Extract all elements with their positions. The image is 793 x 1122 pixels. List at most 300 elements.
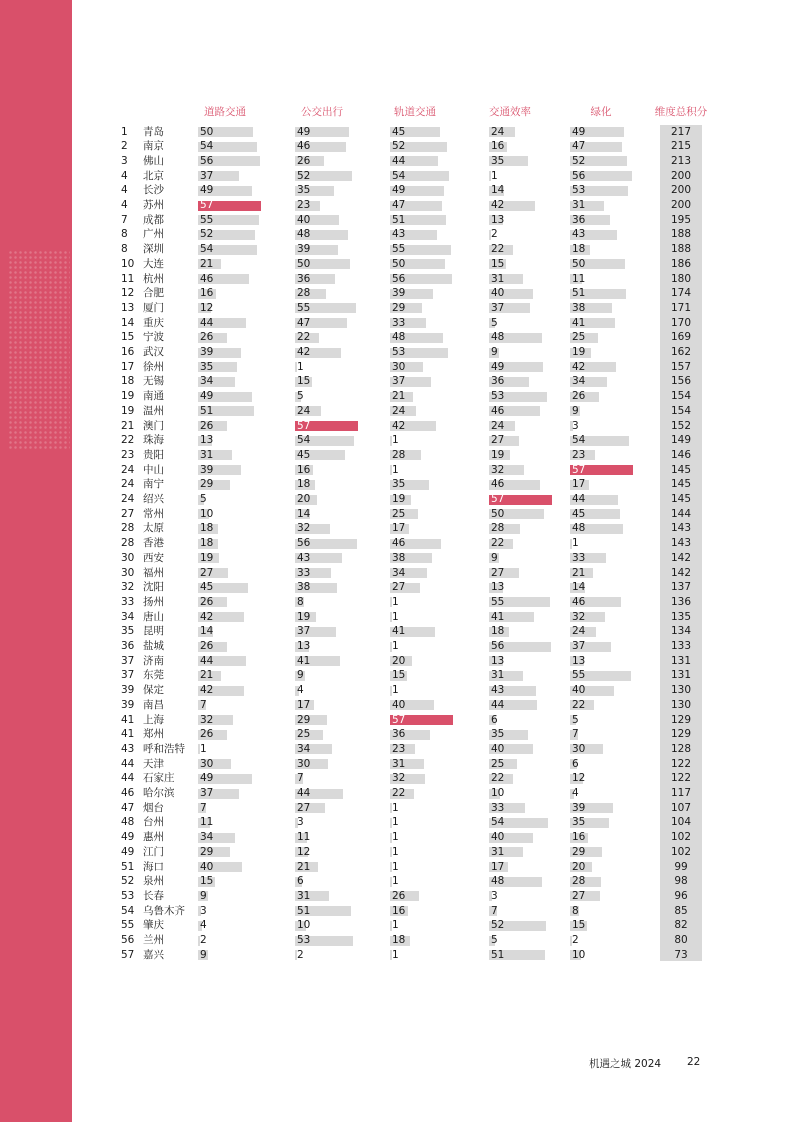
city-cell: 惠州 [143, 831, 164, 844]
city-cell: 深圳 [143, 243, 164, 256]
city-cell: 常州 [143, 507, 164, 520]
city-cell: 江门 [143, 845, 164, 858]
rank-cell: 17 [121, 360, 135, 373]
city-cell: 太原 [143, 522, 164, 535]
rank-cell: 24 [121, 493, 135, 505]
bus-score-label: 33 [297, 566, 311, 579]
efficiency-score-label: 1 [491, 169, 498, 182]
table-row [0, 536, 793, 551]
road-score-label: 5 [200, 493, 207, 505]
footer-title: 机遇之城 2024 [589, 1058, 662, 1070]
total-score-cell: 174 [670, 287, 692, 300]
bus-score-label: 56 [297, 537, 311, 550]
road-score-label: 26 [200, 419, 214, 432]
rail-score-label: 20 [392, 654, 406, 667]
city-cell: 唐山 [143, 610, 164, 623]
rank-cell: 34 [121, 610, 135, 623]
road-score-label: 50 [200, 125, 214, 138]
rank-cell: 43 [121, 742, 135, 755]
green-score-label: 56 [572, 169, 586, 182]
road-score-label: 4 [200, 919, 207, 932]
city-cell: 武汉 [143, 346, 164, 358]
city-cell: 天津 [143, 757, 164, 770]
road-score-label: 54 [200, 140, 214, 153]
header-road: 道路交通 [204, 106, 246, 118]
bus-score-label: 5 [297, 390, 304, 403]
efficiency-score-label: 36 [491, 375, 505, 388]
efficiency-score-label: 35 [491, 154, 505, 167]
bus-score-label: 34 [297, 742, 311, 755]
green-score-label: 25 [572, 331, 586, 344]
bus-score-label: 52 [297, 169, 311, 182]
road-score-label: 26 [200, 595, 214, 608]
green-score-label: 9 [572, 404, 579, 417]
bus-score-label: 43 [297, 551, 311, 564]
city-cell: 中山 [143, 463, 164, 476]
efficiency-score-label: 27 [491, 566, 505, 579]
green-score-label: 18 [572, 243, 586, 256]
road-score-label: 16 [200, 287, 214, 300]
table-row [0, 183, 793, 198]
rank-cell: 1 [121, 125, 128, 138]
efficiency-score-label: 31 [491, 845, 505, 858]
table-row [0, 933, 793, 948]
efficiency-score-label: 9 [491, 346, 498, 358]
rail-score-label: 17 [392, 522, 406, 535]
rank-cell: 41 [121, 713, 135, 726]
rail-score-label: 1 [392, 463, 399, 476]
road-score-label: 7 [200, 801, 207, 814]
bus-score-label: 10 [297, 919, 311, 932]
rank-cell: 32 [121, 581, 135, 594]
bus-score-label: 39 [297, 243, 311, 256]
green-score-label: 52 [572, 154, 586, 167]
table-row [0, 521, 793, 536]
rank-cell: 3 [121, 154, 128, 167]
rail-score-label: 1 [392, 948, 399, 961]
efficiency-score-label: 31 [491, 669, 505, 682]
table-row [0, 286, 793, 301]
road-score-label: 7 [200, 698, 207, 711]
rail-score-label: 39 [392, 287, 406, 300]
bus-score-label: 19 [297, 610, 311, 623]
green-score-label: 47 [572, 140, 586, 153]
rank-cell: 52 [121, 875, 135, 888]
total-score-cell: 200 [670, 199, 692, 211]
rank-cell: 28 [121, 537, 135, 550]
table-row [0, 771, 793, 786]
total-score-cell: 143 [670, 522, 692, 535]
rail-score-label: 22 [392, 787, 406, 799]
bus-score-label: 54 [297, 434, 311, 447]
rail-score-label: 1 [392, 919, 399, 932]
rank-cell: 47 [121, 801, 135, 814]
table-row [0, 404, 793, 419]
table-row [0, 610, 793, 625]
rail-score-label: 34 [392, 566, 406, 579]
city-cell: 成都 [143, 213, 164, 226]
green-score-label: 38 [572, 301, 586, 314]
green-score-label: 33 [572, 551, 586, 564]
road-score-label: 51 [200, 404, 214, 417]
efficiency-score-label: 17 [491, 860, 505, 873]
road-score-label: 35 [200, 360, 214, 373]
efficiency-score-label: 51 [491, 948, 505, 961]
table-row [0, 860, 793, 875]
rail-score-label: 54 [392, 169, 406, 182]
city-cell: 南宁 [143, 478, 164, 491]
bus-score-label: 36 [297, 272, 311, 285]
rail-score-label: 47 [392, 199, 406, 211]
total-score-cell: 85 [674, 904, 688, 917]
rail-score-label: 1 [392, 640, 399, 652]
city-cell: 宁波 [143, 331, 164, 344]
road-score-label: 13 [200, 434, 214, 447]
header-total: 维度总积分 [654, 106, 708, 118]
bus-score-label: 11 [297, 831, 311, 844]
green-score-label: 41 [572, 316, 586, 329]
rail-score-label: 1 [392, 434, 399, 447]
green-score-label: 45 [572, 507, 586, 520]
bus-score-label: 23 [297, 199, 311, 211]
table-row [0, 169, 793, 184]
bus-score-label: 12 [297, 845, 311, 858]
bus-score-label: 1 [297, 360, 304, 373]
rail-score-label: 33 [392, 316, 406, 329]
city-cell: 绍兴 [143, 493, 164, 505]
efficiency-score-label: 10 [491, 787, 505, 799]
green-score-label: 31 [572, 199, 586, 211]
total-score-cell: 142 [670, 566, 692, 579]
road-score-label: 12 [200, 301, 214, 314]
total-score-cell: 145 [670, 478, 692, 491]
rank-cell: 11 [121, 272, 135, 285]
total-score-cell: 128 [670, 742, 692, 755]
road-score-label: 37 [200, 787, 214, 799]
total-score-cell: 180 [670, 272, 692, 285]
city-cell: 澳门 [143, 419, 164, 432]
bus-score-label: 17 [297, 698, 311, 711]
bus-score-label: 49 [297, 125, 311, 138]
road-score-label: 49 [200, 390, 214, 403]
green-score-label: 51 [572, 287, 586, 300]
rank-cell: 22 [121, 434, 135, 447]
efficiency-score-label: 40 [491, 831, 505, 844]
city-cell: 无锡 [143, 375, 164, 388]
road-score-label: 34 [200, 375, 214, 388]
total-score-cell: 157 [670, 360, 692, 373]
rail-score-label: 37 [392, 375, 406, 388]
bus-score-label: 57 [297, 419, 311, 432]
total-score-cell: 129 [670, 713, 692, 726]
rank-cell: 53 [121, 889, 135, 902]
rank-cell: 8 [121, 243, 128, 256]
total-score-cell: 145 [670, 463, 692, 476]
rail-score-label: 25 [392, 507, 406, 520]
road-score-label: 26 [200, 331, 214, 344]
table-row [0, 154, 793, 169]
rank-cell: 24 [121, 463, 135, 476]
table-row [0, 507, 793, 522]
road-score-label: 18 [200, 537, 214, 550]
table-row [0, 213, 793, 228]
green-score-label: 40 [572, 684, 586, 697]
total-score-cell: 137 [670, 581, 692, 594]
green-score-label: 35 [572, 816, 586, 829]
table-row [0, 272, 793, 287]
table-row [0, 419, 793, 434]
city-cell: 大连 [143, 257, 164, 270]
rail-score-label: 16 [392, 904, 406, 917]
efficiency-score-label: 5 [491, 934, 498, 946]
table-row [0, 242, 793, 257]
rail-score-label: 1 [392, 801, 399, 814]
city-cell: 济南 [143, 654, 164, 667]
green-score-label: 28 [572, 875, 586, 888]
rail-score-label: 1 [392, 831, 399, 844]
city-cell: 郑州 [143, 728, 164, 741]
efficiency-score-label: 40 [491, 287, 505, 300]
rank-cell: 57 [121, 948, 135, 961]
total-score-cell: 102 [670, 831, 692, 844]
total-score-cell: 122 [670, 772, 692, 785]
green-score-label: 53 [572, 184, 586, 197]
bus-score-label: 27 [297, 801, 311, 814]
city-cell: 合肥 [143, 287, 164, 300]
city-cell: 温州 [143, 404, 164, 417]
table-row [0, 301, 793, 316]
green-score-label: 30 [572, 742, 586, 755]
table-row [0, 889, 793, 904]
city-cell: 长沙 [143, 184, 164, 197]
total-score-cell: 131 [670, 654, 692, 667]
efficiency-score-label: 56 [491, 640, 505, 652]
total-score-cell: 134 [670, 625, 692, 638]
rank-cell: 51 [121, 860, 135, 873]
total-score-cell: 169 [670, 331, 692, 344]
rail-score-label: 30 [392, 360, 406, 373]
table-row [0, 668, 793, 683]
rail-score-label: 32 [392, 772, 406, 785]
total-score-cell: 73 [674, 948, 688, 961]
city-cell: 呼和浩特 [143, 742, 185, 755]
rail-score-label: 1 [392, 595, 399, 608]
green-score-label: 36 [572, 213, 586, 226]
road-score-label: 37 [200, 169, 214, 182]
bus-score-label: 35 [297, 184, 311, 197]
bus-score-label: 21 [297, 860, 311, 873]
green-score-label: 22 [572, 698, 586, 711]
bus-score-label: 28 [297, 287, 311, 300]
green-score-label: 4 [572, 787, 579, 799]
table-row [0, 948, 793, 963]
road-score-label: 9 [200, 948, 207, 961]
green-score-label: 11 [572, 272, 586, 285]
rail-score-label: 41 [392, 625, 406, 638]
header-efficiency: 交通效率 [489, 106, 531, 118]
city-cell: 沈阳 [143, 581, 164, 594]
rank-cell: 30 [121, 566, 135, 579]
bus-score-label: 44 [297, 787, 311, 799]
total-score-cell: 217 [670, 125, 692, 138]
rail-score-label: 18 [392, 934, 406, 946]
city-cell: 石家庄 [143, 772, 175, 785]
table-row [0, 566, 793, 581]
bus-score-label: 4 [297, 684, 304, 697]
green-score-label: 29 [572, 845, 586, 858]
road-score-label: 26 [200, 728, 214, 741]
road-score-label: 39 [200, 463, 214, 476]
rank-cell: 28 [121, 522, 135, 535]
total-score-cell: 130 [670, 684, 692, 697]
rail-score-label: 27 [392, 581, 406, 594]
efficiency-score-label: 13 [491, 581, 505, 594]
green-score-label: 27 [572, 889, 586, 902]
total-score-cell: 170 [670, 316, 692, 329]
rank-cell: 24 [121, 478, 135, 491]
bus-score-label: 45 [297, 448, 311, 461]
road-score-label: 49 [200, 772, 214, 785]
total-score-cell: 98 [674, 875, 688, 888]
bus-score-label: 31 [297, 889, 311, 902]
bus-score-label: 8 [297, 595, 304, 608]
green-score-label: 46 [572, 595, 586, 608]
table-row [0, 345, 793, 360]
efficiency-score-label: 15 [491, 257, 505, 270]
road-score-label: 10 [200, 507, 214, 520]
efficiency-score-label: 49 [491, 360, 505, 373]
efficiency-score-label: 52 [491, 919, 505, 932]
rail-score-label: 1 [392, 875, 399, 888]
rank-cell: 39 [121, 698, 135, 711]
rail-score-label: 23 [392, 742, 406, 755]
rail-score-label: 1 [392, 610, 399, 623]
rank-cell: 54 [121, 904, 135, 917]
efficiency-score-label: 40 [491, 742, 505, 755]
city-cell: 青岛 [143, 125, 164, 138]
rail-score-label: 15 [392, 669, 406, 682]
green-score-label: 10 [572, 948, 586, 961]
total-score-cell: 136 [670, 595, 692, 608]
rail-score-label: 51 [392, 213, 406, 226]
rank-cell: 19 [121, 390, 135, 403]
green-score-label: 7 [572, 728, 579, 741]
bus-score-label: 42 [297, 346, 311, 358]
efficiency-score-label: 25 [491, 757, 505, 770]
total-score-cell: 146 [670, 448, 692, 461]
table-row [0, 125, 793, 140]
city-cell: 长春 [143, 889, 164, 902]
bus-score-label: 6 [297, 875, 304, 888]
green-score-label: 24 [572, 625, 586, 638]
total-score-cell: 154 [670, 390, 692, 403]
road-score-label: 52 [200, 228, 214, 241]
bus-score-label: 46 [297, 140, 311, 153]
bus-score-label: 22 [297, 331, 311, 344]
efficiency-score-label: 6 [491, 713, 498, 726]
bus-score-label: 51 [297, 904, 311, 917]
efficiency-score-label: 13 [491, 213, 505, 226]
rank-cell: 4 [121, 184, 128, 197]
efficiency-score-label: 13 [491, 654, 505, 667]
road-score-label: 2 [200, 934, 207, 946]
green-score-label: 5 [572, 713, 579, 726]
road-score-label: 44 [200, 316, 214, 329]
efficiency-score-label: 7 [491, 904, 498, 917]
road-score-label: 32 [200, 713, 214, 726]
green-score-label: 8 [572, 904, 579, 917]
green-score-label: 44 [572, 493, 586, 505]
road-score-label: 29 [200, 845, 214, 858]
rail-score-label: 44 [392, 154, 406, 167]
total-score-cell: 80 [674, 934, 688, 946]
rank-cell: 21 [121, 419, 135, 432]
city-cell: 杭州 [143, 272, 164, 285]
green-score-label: 3 [572, 419, 579, 432]
road-score-label: 56 [200, 154, 214, 167]
city-cell: 肇庆 [143, 919, 164, 932]
table-row [0, 757, 793, 772]
city-cell: 嘉兴 [143, 948, 164, 961]
city-cell: 珠海 [143, 434, 164, 447]
city-cell: 南昌 [143, 698, 164, 711]
rank-cell: 18 [121, 375, 135, 388]
bus-score-label: 7 [297, 772, 304, 785]
total-score-cell: 215 [670, 140, 692, 153]
green-score-label: 14 [572, 581, 586, 594]
efficiency-score-label: 22 [491, 243, 505, 256]
bus-score-label: 29 [297, 713, 311, 726]
bus-score-label: 47 [297, 316, 311, 329]
rail-score-label: 48 [392, 331, 406, 344]
table-row [0, 139, 793, 154]
rank-cell: 41 [121, 728, 135, 741]
efficiency-score-label: 22 [491, 772, 505, 785]
efficiency-score-label: 14 [491, 184, 505, 197]
green-score-label: 23 [572, 448, 586, 461]
rail-score-label: 50 [392, 257, 406, 270]
road-score-label: 42 [200, 610, 214, 623]
road-score-label: 18 [200, 522, 214, 535]
road-score-label: 34 [200, 831, 214, 844]
table-row [0, 463, 793, 478]
table-row [0, 477, 793, 492]
rail-score-label: 46 [392, 537, 406, 550]
green-score-label: 32 [572, 610, 586, 623]
table-row [0, 389, 793, 404]
bus-score-label: 24 [297, 404, 311, 417]
green-score-label: 50 [572, 257, 586, 270]
city-cell: 盐城 [143, 640, 164, 652]
green-score-label: 39 [572, 801, 586, 814]
road-score-label: 21 [200, 669, 214, 682]
rail-score-label: 57 [392, 713, 406, 726]
rank-cell: 4 [121, 169, 128, 182]
road-score-label: 46 [200, 272, 214, 285]
efficiency-score-label: 35 [491, 728, 505, 741]
road-score-label: 30 [200, 757, 214, 770]
rank-cell: 56 [121, 934, 135, 946]
bus-score-label: 25 [297, 728, 311, 741]
rail-score-label: 19 [392, 493, 406, 505]
green-score-label: 57 [572, 463, 586, 476]
efficiency-score-label: 48 [491, 331, 505, 344]
city-cell: 广州 [143, 228, 164, 241]
table-row [0, 742, 793, 757]
road-score-label: 45 [200, 581, 214, 594]
table-row [0, 786, 793, 801]
total-score-cell: 130 [670, 698, 692, 711]
